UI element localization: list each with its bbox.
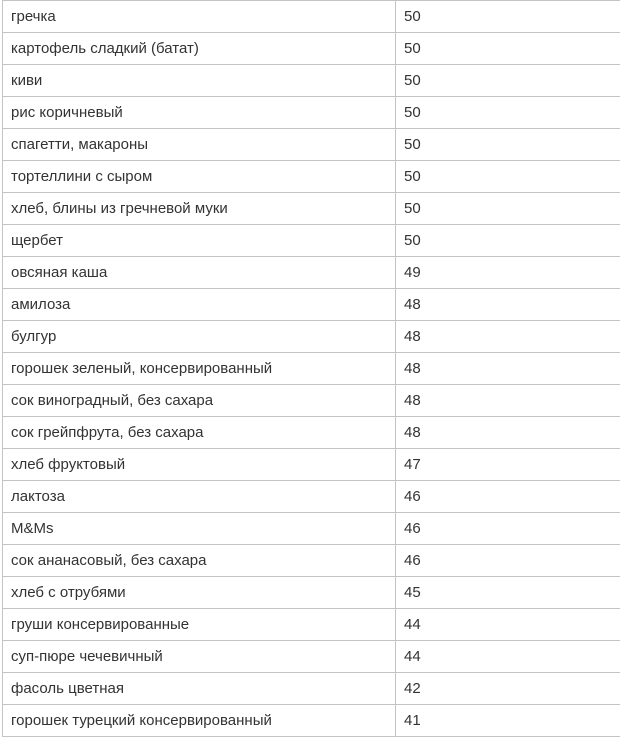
table-row: [3, 609, 620, 641]
table-row: [3, 257, 620, 289]
gi-value-cell: 48: [396, 289, 620, 321]
table-row: [3, 353, 620, 385]
food-name-cell: сок ананасовый, без сахара: [3, 545, 396, 577]
table-row: [3, 449, 620, 481]
table-row: [3, 705, 620, 737]
table-row: [3, 97, 620, 129]
gi-value-cell: 50: [396, 129, 620, 161]
table-row: [3, 161, 620, 193]
gi-value-cell: 45: [396, 577, 620, 609]
food-name-cell: хлеб, блины из гречневой муки: [3, 193, 396, 225]
gi-value-cell: 50: [396, 161, 620, 193]
gi-value-cell: 48: [396, 321, 620, 353]
table-row: [3, 577, 620, 609]
food-name-cell: лактоза: [3, 481, 396, 513]
gi-value-cell: 49: [396, 257, 620, 289]
food-name-cell: картофель сладкий (батат): [3, 33, 396, 65]
table-row: [3, 289, 620, 321]
table-row: [3, 545, 620, 577]
table-row: [3, 65, 620, 97]
food-name-cell: груши консервированные: [3, 609, 396, 641]
food-name-cell: сок грейпфрута, без сахара: [3, 417, 396, 449]
food-name-cell: спагетти, макароны: [3, 129, 396, 161]
food-name-cell: амилоза: [3, 289, 396, 321]
table-row: [3, 321, 620, 353]
gi-value-cell: 46: [396, 545, 620, 577]
food-name-cell: фасоль цветная: [3, 673, 396, 705]
food-name-cell: сок виноградный, без сахара: [3, 385, 396, 417]
gi-value-cell: 50: [396, 1, 620, 33]
gi-value-cell: 42: [396, 673, 620, 705]
table-row: [3, 225, 620, 257]
gi-value-cell: 50: [396, 33, 620, 65]
table-row: [3, 641, 620, 673]
gi-value-cell: 41: [396, 705, 620, 737]
gi-value-cell: 44: [396, 641, 620, 673]
food-name-cell: щербет: [3, 225, 396, 257]
food-name-cell: M&Ms: [3, 513, 396, 545]
gi-value-cell: 48: [396, 417, 620, 449]
glycemic-index-table: [2, 0, 620, 737]
gi-value-cell: 48: [396, 385, 620, 417]
table-row: [3, 129, 620, 161]
table-row: [3, 33, 620, 65]
gi-value-cell: 47: [396, 449, 620, 481]
gi-value-cell: 48: [396, 353, 620, 385]
table-row: [3, 193, 620, 225]
gi-value-cell: 50: [396, 193, 620, 225]
food-name-cell: хлеб с отрубями: [3, 577, 396, 609]
food-name-cell: гречка: [3, 1, 396, 33]
gi-value-cell: 50: [396, 225, 620, 257]
food-name-cell: горошек турецкий консервированный: [3, 705, 396, 737]
table-row: [3, 481, 620, 513]
food-name-cell: горошек зеленый, консервированный: [3, 353, 396, 385]
food-name-cell: овсяная каша: [3, 257, 396, 289]
food-name-cell: суп-пюре чечевичный: [3, 641, 396, 673]
table-body: [3, 1, 620, 737]
food-name-cell: булгур: [3, 321, 396, 353]
food-name-cell: киви: [3, 65, 396, 97]
gi-value-cell: 50: [396, 65, 620, 97]
table-row: [3, 417, 620, 449]
table-row: [3, 673, 620, 705]
food-name-cell: рис коричневый: [3, 97, 396, 129]
table-row: [3, 1, 620, 33]
gi-value-cell: 46: [396, 513, 620, 545]
gi-value-cell: 50: [396, 97, 620, 129]
table-row: [3, 513, 620, 545]
food-name-cell: тортеллини с сыром: [3, 161, 396, 193]
table-row: [3, 385, 620, 417]
gi-value-cell: 46: [396, 481, 620, 513]
gi-value-cell: 44: [396, 609, 620, 641]
food-name-cell: хлеб фруктовый: [3, 449, 396, 481]
